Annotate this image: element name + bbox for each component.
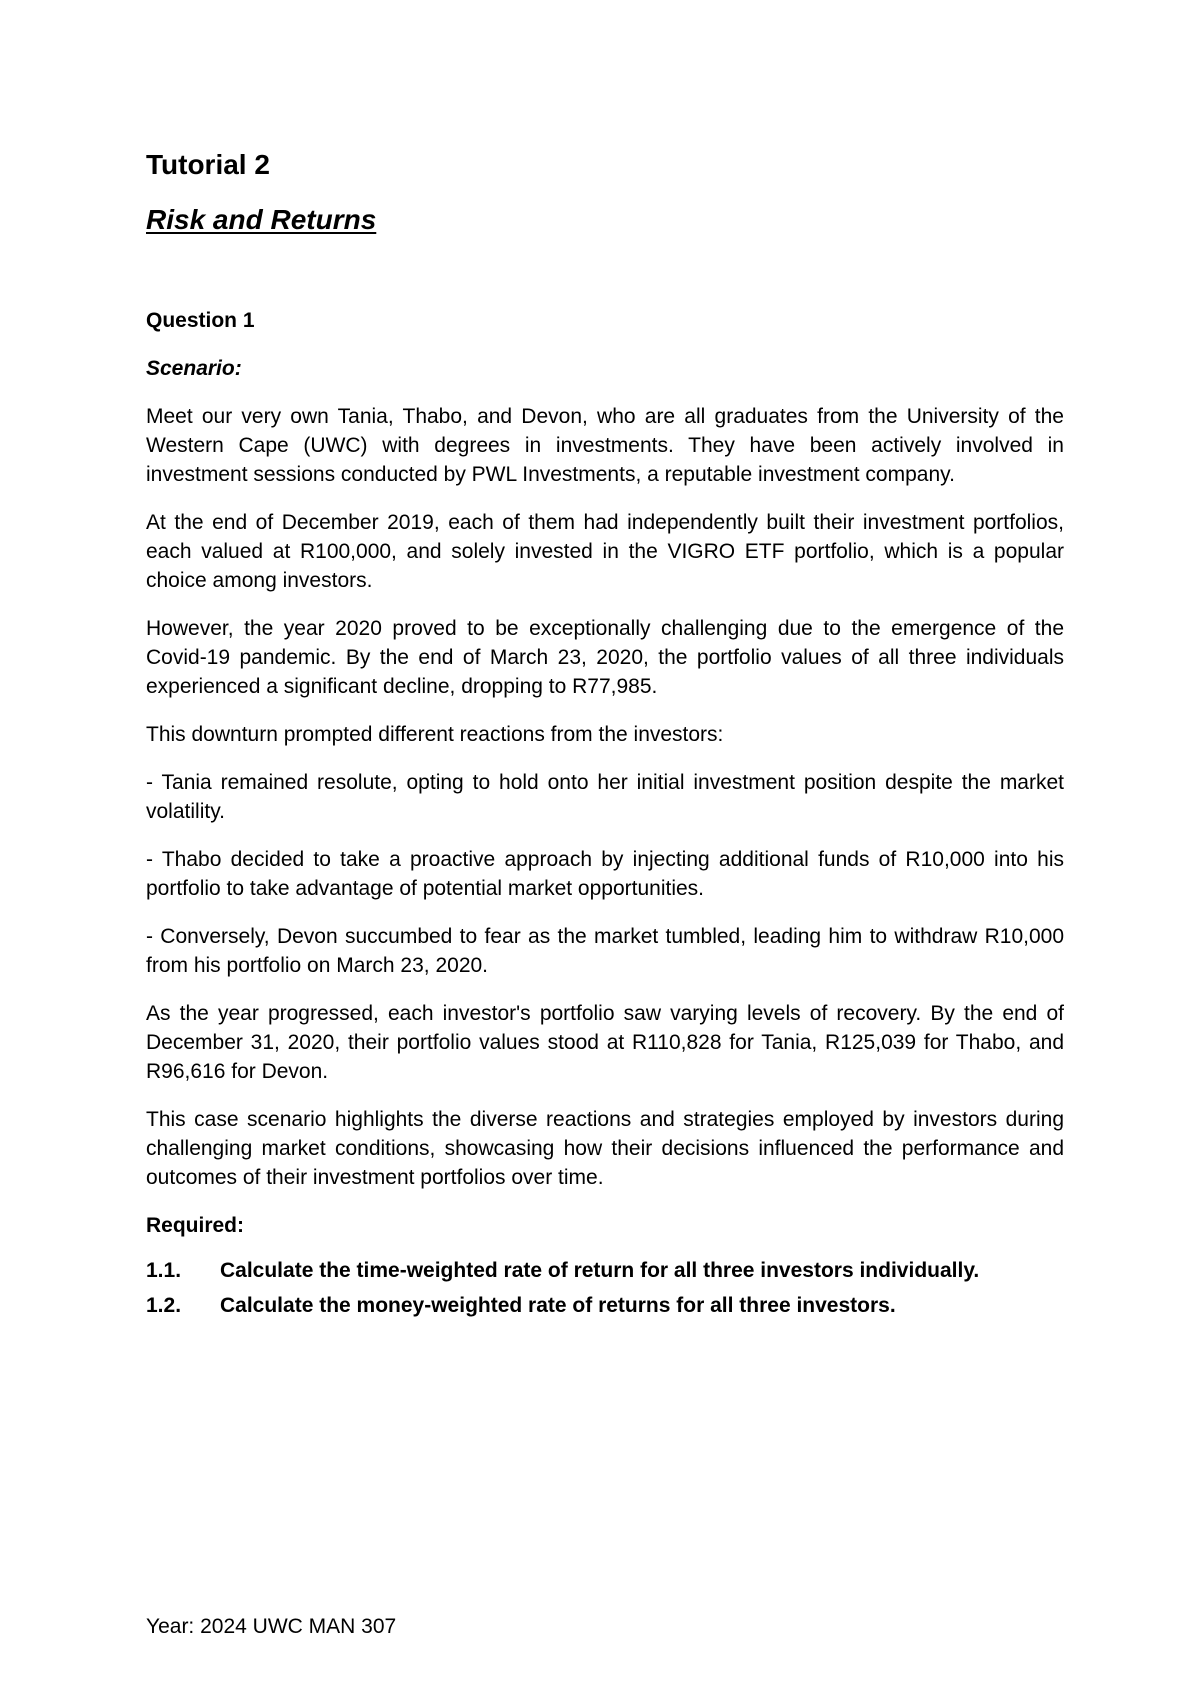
required-item-number: 1.2.: [146, 1294, 182, 1317]
required-heading: Required:: [146, 1214, 245, 1237]
paragraph-conclusion: This case scenario highlights the diverse reactions and strategies employed by investors during challenging market conditions, showcasing how their decisions influenced the performance and outcomes of their investment portfolios over time.: [146, 1108, 1064, 1189]
page-footer: Year: 2024 UWC MAN 307: [146, 1615, 397, 1638]
paragraph-reactions: This downturn prompted different reactions from the investors:: [146, 723, 724, 746]
required-item-number: 1.1.: [146, 1259, 182, 1282]
paragraph-tania: - Tania remained resolute, opting to hold onto her initial investment position despite the market volatility.: [146, 771, 1064, 823]
paragraph-thabo: - Thabo decided to take a proactive approach by injecting additional funds of R10,000 into his portfolio to take advantage of potential market opportunities.: [146, 848, 1064, 900]
required-item-text: Calculate the time-weighted rate of return for all three investors individually.: [220, 1259, 980, 1282]
page-title: Tutorial 2: [146, 149, 270, 180]
required-list: [146, 1256, 1064, 1320]
scenario-heading: Scenario:: [146, 357, 242, 380]
paragraph-recovery: As the year progressed, each investor's portfolio saw varying levels of recovery. By the end of December 31, 2020, their portfolio values stood at R110,828 for Tania, R125,039 for Thabo, and R96,616 for Devon.: [146, 1002, 1064, 1083]
paragraph-devon: - Conversely, Devon succumbed to fear as the market tumbled, leading him to withdraw R10,000 from his portfolio on March 23, 2020.: [146, 925, 1064, 977]
document-body: [146, 306, 1064, 1326]
required-item: [146, 1256, 1064, 1285]
paragraph-covid: However, the year 2020 proved to be exceptionally challenging due to the emergence of the Covid-19 pandemic. By the end of March 23, 2020, the portfolio values of all three individuals experienced a significant decline, dropping to R77,985.: [146, 617, 1064, 698]
document-page: [146, 0, 1064, 1696]
question-heading: Question 1: [146, 309, 255, 332]
required-item-text: Calculate the money-weighted rate of returns for all three investors.: [220, 1294, 896, 1317]
paragraph-intro: Meet our very own Tania, Thabo, and Devon, who are all graduates from the University of the Western Cape (UWC) with degrees in investments. They have been actively involved in investment sessions conducted by PWL Investments, a reputable investment company.: [146, 405, 1064, 486]
required-item: [146, 1291, 1064, 1320]
paragraph-portfolios: At the end of December 2019, each of them had independently built their investment portfolios, each valued at R100,000, and solely invested in the VIGRO ETF portfolio, which is a popular choice among investors.: [146, 511, 1064, 592]
page-subtitle: Risk and Returns: [146, 204, 377, 235]
